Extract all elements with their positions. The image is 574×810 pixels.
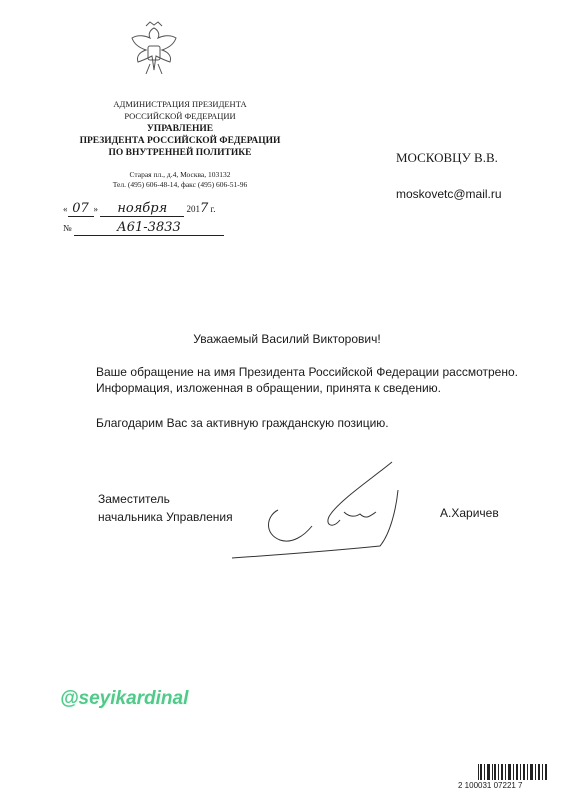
letter-paragraph-1: Ваше обращение на имя Президента Российской Федерации рассмотрено. Информация, изложенная в обращении, принята к сведению. — [96, 365, 518, 395]
letter-date: « 07 » ноября 2017 г. — [63, 201, 216, 216]
greeting: Уважаемый Василий Викторович! — [193, 332, 381, 346]
administration-header: АДМИНИСТРАЦИЯ ПРЕЗИДЕНТА РОССИЙСКОЙ ФЕДЕРАЦИИ — [113, 99, 247, 121]
date-year-suffix: 7 — [200, 201, 209, 216]
signatory-title: Заместитель начальника Управления — [98, 492, 233, 524]
address-block: Старая пл., д.4, Москва, 103132 Тел. (495) 606-48-14, факс (495) 606-51-96 — [112, 170, 248, 189]
handwritten-signature — [220, 460, 420, 570]
barcode-number: 2 100031 07221 7 — [458, 781, 523, 790]
letter-paragraph-2: Благодарим Вас за активную гражданскую позицию. — [96, 416, 389, 430]
watermark-text: @seyikardinal — [60, 688, 189, 709]
date-year-prefix: 201 — [186, 204, 200, 214]
coat-of-arms-icon — [124, 20, 184, 80]
date-month: ноября — [100, 201, 184, 217]
signatory-name: А.Харичев — [440, 506, 499, 520]
date-suffix: г. — [210, 204, 216, 214]
recipient-email: moskovetc@mail.ru — [396, 187, 502, 201]
number-value: А61-3833 — [74, 220, 224, 236]
recipient-name: МОСКОВЦУ В.В. — [396, 150, 498, 165]
department-header: УПРАВЛЕНИЕ ПРЕЗИДЕНТА РОССИЙСКОЙ ФЕДЕРАЦИИ ПО ВНУТРЕННЕЙ ПОЛИТИКЕ — [79, 124, 281, 158]
number-label: № — [63, 223, 72, 233]
date-day: 07 — [68, 201, 94, 217]
letter-number — [63, 220, 241, 242]
